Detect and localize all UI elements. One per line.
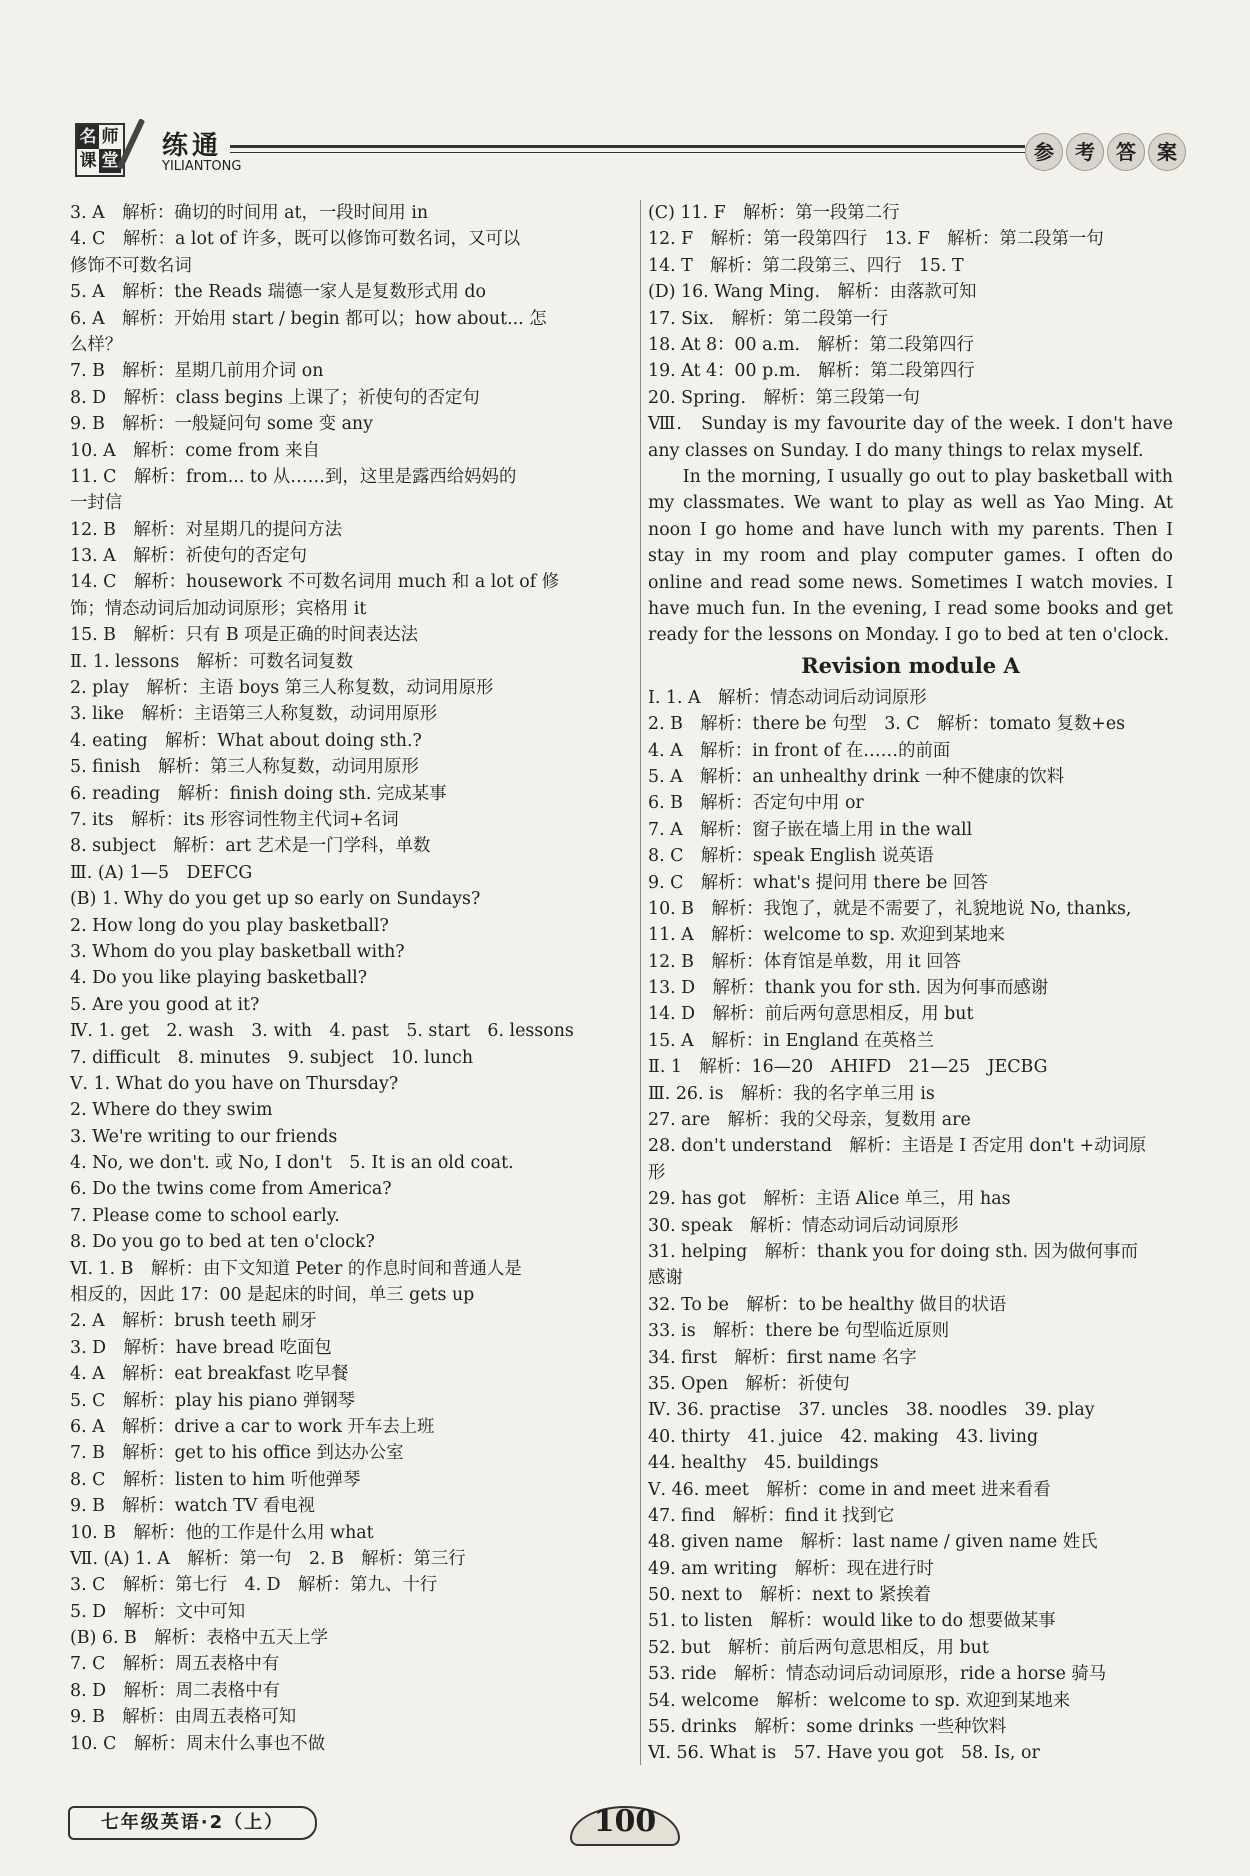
answer-line: Ⅱ. 1. lessons 解析：可数名词复数 xyxy=(70,651,354,672)
answer-line: 29. has got 解析：主语 Alice 单三，用 has xyxy=(648,1189,1011,1210)
answer-line: 8. C 解析：listen to him 听他弹琴 xyxy=(70,1469,361,1490)
answer-line: 44. healthy 45. buildings xyxy=(648,1453,879,1474)
page-header xyxy=(70,115,1185,185)
answer-line: 15. A 解析：in England 在英格兰 xyxy=(648,1030,934,1051)
answer-line: 2. Where do they swim xyxy=(70,1100,273,1121)
answer-line: 14. C 解析：housework 不可数名词用 much 和 a lot of 修 xyxy=(70,572,560,593)
answer-line: 8. D 解析：class begins 上课了；祈使句的否定句 xyxy=(70,387,480,408)
answer-line: 4. eating 解析：What about doing sth.? xyxy=(70,730,422,751)
brand-name: 练通 xyxy=(162,131,223,161)
answer-line: 4. C 解析：a lot of 许多，既可以修饰可数名词，又可以 xyxy=(70,229,521,250)
answer-line: 11. A 解析：welcome to sp. 欢迎到某地来 xyxy=(648,925,1006,946)
answer-line: 2. play 解析：主语 boys 第三人称复数，动词用原形 xyxy=(70,678,494,699)
answer-line: 20. Spring. 解析：第三段第一句 xyxy=(648,387,920,408)
answer-line: (C) 11. F 解析：第一段第二行 xyxy=(648,203,900,223)
answer-line: 48. given name 解析：last name / given name 姓氏 xyxy=(648,1532,1098,1553)
answer-line: 31. helping 解析：thank you for doing sth. 因为做何事而 xyxy=(648,1241,1138,1262)
revision-answers xyxy=(648,685,1173,1767)
answer-line: 13. A 解析：祈使句的否定句 xyxy=(70,546,308,567)
answer-line: Ⅳ. 1. get 2. wash 3. with 4. past 5. start 6. lessons xyxy=(70,1021,574,1042)
brand-name-pinyin: YILIANTONG xyxy=(162,159,242,174)
answer-line: 11. C 解析：from... to 从……到，这里是露西给妈妈的 xyxy=(70,466,517,487)
answer-line: 3. A 解析：确切的时间用 at，一段时间用 in xyxy=(70,203,429,223)
answer-line: 3. C 解析：第七行 4. D 解析：第九、十行 xyxy=(70,1575,438,1596)
answer-line: 53. ride 解析：情态动词后动词原形，ride a horse 骑马 xyxy=(648,1664,1107,1685)
answer-line: 10. B 解析：他的工作是什么用 what xyxy=(70,1522,374,1543)
answer-line: 17. Six. 解析：第二段第一行 xyxy=(648,308,888,329)
answer-line: Ⅴ. 46. meet 解析：come in and meet 进来看看 xyxy=(648,1479,1051,1500)
answer-line: 4. No, we don't. 或 No, I don't 5. It is an old coat. xyxy=(70,1153,514,1174)
answer-line: 5. D 解析：文中可知 xyxy=(70,1601,246,1622)
answer-line: 4. Do you like playing basketball? xyxy=(70,968,368,989)
logo-char: 堂 xyxy=(99,149,121,173)
answer-line: 3. like 解析：主语第三人称复数，动词用原形 xyxy=(70,704,438,725)
page-number-badge xyxy=(570,1798,680,1846)
answer-line: 12. F 解析：第一段第四行 13. F 解析：第二段第一句 xyxy=(648,229,1104,250)
section-title-char: 考 xyxy=(1066,133,1104,171)
answer-line: (B) 6. B 解析：表格中五天上学 xyxy=(70,1628,329,1649)
answer-line: 5. finish 解析：第三人称复数，动词用原形 xyxy=(70,757,419,778)
answer-line: 6. A 解析：开始用 start / begin 都可以；how about... 怎 xyxy=(70,308,547,329)
answer-line: 14. T 解析：第二段第三、四行 15. T xyxy=(648,255,964,276)
answer-line: 30. speak 解析：情态动词后动词原形 xyxy=(648,1215,959,1236)
essay xyxy=(648,411,1173,649)
answer-line: 么样？ xyxy=(70,334,123,355)
answer-line: 33. is 解析：there be 句型临近原则 xyxy=(648,1321,950,1342)
answer-line: 32. To be 解析：to be healthy 做目的状语 xyxy=(648,1294,1007,1315)
answer-line: 3. D 解析：have bread 吃面包 xyxy=(70,1337,332,1358)
answer-line: 2. B 解析：there be 句型 3. C 解析：tomato 复数+es xyxy=(648,714,1126,735)
answer-line: 7. its 解析：its 形容词性物主代词+名词 xyxy=(70,809,399,830)
answer-line: 8. subject 解析：art 艺术是一门学科，单数 xyxy=(70,836,431,857)
answer-line: 10. A 解析：come from 来自 xyxy=(70,440,320,461)
answer-line: 34. first 解析：first name 名字 xyxy=(648,1347,917,1368)
answer-line: 7. B 解析：星期几前用介词 on xyxy=(70,361,324,382)
answer-line: 8. Do you go to bed at ten o'clock? xyxy=(70,1232,375,1253)
answer-line: 54. welcome 解析：welcome to sp. 欢迎到某地来 xyxy=(648,1690,1071,1711)
left-column xyxy=(70,200,640,1757)
answer-line: 修饰不可数名词 xyxy=(70,255,192,276)
answer-line: 47. find 解析：find it 找到它 xyxy=(648,1505,895,1526)
answer-line: 8. D 解析：周二表格中有 xyxy=(70,1680,280,1701)
reading-answers xyxy=(648,200,1173,411)
answer-line: 2. How long do you play basketball? xyxy=(70,915,389,936)
answer-line: 27. are 解析：我的父母亲，复数用 are xyxy=(648,1110,971,1131)
answer-line: 5. C 解析：play his piano 弹钢琴 xyxy=(70,1390,356,1411)
column-divider xyxy=(640,200,641,1765)
answer-line: 5. Are you good at it? xyxy=(70,994,260,1015)
answer-line: 7. Please come to school early. xyxy=(70,1205,340,1226)
answer-line: 形 xyxy=(648,1162,666,1183)
answer-line: 7. C 解析：周五表格中有 xyxy=(70,1654,280,1675)
answer-line: 14. D 解析：前后两句意思相反，用 but xyxy=(648,1004,974,1025)
answer-line: 7. B 解析：get to his office 到达办公室 xyxy=(70,1443,404,1464)
answer-line: Ⅱ. 1 解析：16—20 AHIFD 21—25 JECBG xyxy=(648,1057,1048,1078)
answer-line: (B) 1. Why do you get up so early on Sundays? xyxy=(70,889,481,910)
answer-line: 相反的，因此 17：00 是起床的时间，单三 gets up xyxy=(70,1285,475,1306)
brand-logo xyxy=(75,123,125,177)
answer-line: 9. B 解析：一般疑问句 some 变 any xyxy=(70,414,373,435)
answer-line: Ⅰ. 1. A 解析：情态动词后动词原形 xyxy=(648,687,927,708)
logo-char: 名 xyxy=(77,125,99,149)
essay-paragraph: In the morning, I usually go out to play basketball with my classmates. We want to play as well as Yao Ming. At noon I go home and have lunch with my parents. Then I stay in my room and play computer games. I often do online and read some news. Sometimes I watch movies. I have much fun. In the evening, I read some books and get ready for the lessons on Monday. I go to bed at ten o'clock. xyxy=(648,466,1173,646)
module-title: Revision module A xyxy=(801,652,1020,678)
answer-line: 3. Whom do you play basketball with? xyxy=(70,941,405,962)
right-column xyxy=(648,200,1173,1767)
answer-line: 10. B 解析：我饱了，就是不需要了，礼貌地说 No, thanks, xyxy=(648,898,1132,919)
answer-line: 9. B 解析：watch TV 看电视 xyxy=(70,1496,316,1517)
grade-label: 七年级英语·2（上） xyxy=(68,1806,317,1840)
answer-line: 18. At 8：00 a.m. 解析：第二段第四行 xyxy=(648,334,974,355)
answer-line: 15. B 解析：只有 B 项是正确的时间表达法 xyxy=(70,625,419,646)
answer-line: 5. A 解析：an unhealthy drink 一种不健康的饮料 xyxy=(648,766,1065,787)
header-rule xyxy=(230,145,1025,148)
answer-line: 10. C 解析：周末什么事也不做 xyxy=(70,1733,326,1754)
answer-line: 6. reading 解析：finish doing sth. 完成某事 xyxy=(70,783,447,804)
answer-line: 13. D 解析：thank you for sth. 因为何事而感谢 xyxy=(648,978,1049,999)
answer-line: 7. difficult 8. minutes 9. subject 10. lunch xyxy=(70,1047,474,1068)
answer-line: 55. drinks 解析：some drinks 一些种饮料 xyxy=(648,1717,1007,1738)
answer-line: 9. B 解析：由周五表格可知 xyxy=(70,1707,297,1728)
essay-paragraph: Ⅷ. Sunday is my favourite day of the week. I don't have any classes on Sunday. I do many things to relax myself. xyxy=(648,414,1173,461)
section-title xyxy=(1025,133,1189,171)
answer-line: 6. B 解析：否定句中用 or xyxy=(648,793,864,814)
logo-char: 师 xyxy=(101,127,119,147)
answer-line: 4. A 解析：in front of 在……的前面 xyxy=(648,740,951,761)
answer-line: (D) 16. Wang Ming. 解析：由落款可知 xyxy=(648,282,977,303)
answer-line: 6. Do the twins come from America? xyxy=(70,1179,392,1200)
section-title-char: 答 xyxy=(1107,133,1145,171)
answer-line: 50. next to 解析：next to 紧挨着 xyxy=(648,1585,931,1606)
answer-line: Ⅲ. (A) 1—5 DEFCG xyxy=(70,862,253,883)
section-title-char: 参 xyxy=(1025,133,1063,171)
answer-line: Ⅲ. 26. is 解析：我的名字单三用 is xyxy=(648,1083,935,1104)
answer-line: Ⅶ. (A) 1. A 解析：第一句 2. B 解析：第三行 xyxy=(70,1548,466,1569)
answer-line: 9. C 解析：what's 提问用 there be 回答 xyxy=(648,872,988,893)
answer-line: Ⅳ. 36. practise 37. uncles 38. noodles 39. play xyxy=(648,1400,1095,1421)
header-rule xyxy=(230,152,1025,153)
answer-line: 3. We're writing to our friends xyxy=(70,1126,338,1147)
answer-line: 7. A 解析：窗子嵌在墙上用 in the wall xyxy=(648,819,973,840)
answer-line: 19. At 4：00 p.m. 解析：第二段第四行 xyxy=(648,361,975,382)
answer-line: 饰；情态动词后加动词原形；宾格用 it xyxy=(70,598,367,619)
logo-char: 课 xyxy=(79,151,97,171)
answer-line: 一封信 xyxy=(70,493,123,514)
answer-line: 感谢 xyxy=(648,1268,683,1289)
answer-line: 28. don't understand 解析：主语是 I 否定用 don't +动词原 xyxy=(648,1136,1147,1157)
answer-line: 40. thirty 41. juice 42. making 43. living xyxy=(648,1426,1039,1447)
answer-line: 4. A 解析：eat breakfast 吃早餐 xyxy=(70,1364,349,1385)
answer-line: 12. B 解析：对星期几的提问方法 xyxy=(70,519,343,540)
answer-line: 12. B 解析：体育馆是单数，用 it 回答 xyxy=(648,951,962,972)
answer-line: Ⅵ. 56. What is 57. Have you got 58. Is, or xyxy=(648,1743,1040,1764)
answer-line: Ⅴ. 1. What do you have on Thursday? xyxy=(70,1073,399,1094)
page-number: 100 xyxy=(593,1804,657,1839)
answer-line: Ⅵ. 1. B 解析：由下文知道 Peter 的作息时间和普通人是 xyxy=(70,1258,522,1279)
answer-line: 2. A 解析：brush teeth 刷牙 xyxy=(70,1311,317,1332)
answer-line: 51. to listen 解析：would like to do 想要做某事 xyxy=(648,1611,1056,1632)
answer-line: 52. but 解析：前后两句意思相反，用 but xyxy=(648,1637,989,1658)
answer-line: 5. A 解析：the Reads 瑞德一家人是复数形式用 do xyxy=(70,282,487,303)
answer-line: 8. C 解析：speak English 说英语 xyxy=(648,846,934,867)
answer-line: 6. A 解析：drive a car to work 开车去上班 xyxy=(70,1416,435,1437)
answer-line: 35. Open 解析：祈使句 xyxy=(648,1373,850,1394)
answer-line: 49. am writing 解析：现在进行时 xyxy=(648,1558,934,1579)
section-title-char: 案 xyxy=(1148,133,1186,171)
